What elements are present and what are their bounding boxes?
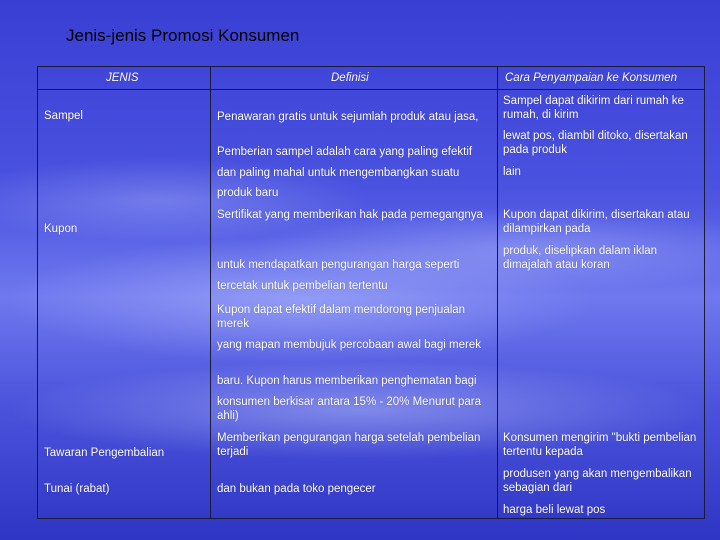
cara-sampel-2: lewat pos, diambil ditoko, disertakan pada produk [503,130,688,156]
definisi-kupon-3: tercetak untuk pembelian tertentu [217,280,388,292]
jenis-kupon: Kupon [44,223,78,235]
page-title: Jenis-jenis Promosi Konsumen [66,26,300,45]
definisi-kupon-4: Kupon dapat efektif dalam mendorong penjualan merek [217,304,466,330]
definisi-sampel-3: dan paling mahal untuk mengembangkan suatu [217,167,460,179]
header-definisi: Definisi [331,72,369,84]
cara-tawaran-1: Konsumen mengirim "bukti pembelian tertentu kepada [503,432,697,458]
column-divider [210,67,211,518]
definisi-kupon-6: baru. Kupon harus memberikan penghematan bagi [217,375,477,387]
jenis-tawaran-1: Tawaran Pengembalian [44,447,165,459]
definisi-kupon-2: untuk mendapatkan pengurangan harga seperti [217,259,460,271]
definisi-kupon-5: yang mapan membujuk percobaan awal bagi merek [217,339,482,351]
cara-kupon-2: produk, diselipkan dalam iklan dimajalah atau koran [503,245,658,271]
definisi-sampel-2: Pemberian sampel adalah cara yang paling efektif [217,146,473,158]
cara-tawaran-3: harga beli lewat pos [503,504,606,516]
column-divider [497,67,498,518]
definisi-kupon-1: Sertifikat yang memberikan hak pada pemegangnya [217,209,483,221]
header-jenis: JENIS [106,72,139,84]
header-divider [38,89,704,90]
cara-sampel-1: Sampel dapat dikirim dari rumah ke rumah, di kirim [503,95,684,121]
definisi-sampel-1: Penawaran gratis untuk sejumlah produk atau jasa, [217,111,479,123]
definisi-sampel-4: produk baru [217,187,279,199]
jenis-sampel: Sampel [44,110,83,122]
definisi-tawaran-2: dan bukan pada toko pengecer [217,483,376,495]
promotion-table [37,66,705,519]
definisi-kupon-7: konsumen berkisar antara 15% - 20% Menurut para ahli) [217,396,482,422]
cara-sampel-3: lain [503,166,521,178]
header-cara: Cara Penyampaian ke Konsumen [505,72,677,84]
cara-kupon-1: Kupon dapat dikirim, disertakan atau dilampirkan pada [503,209,690,235]
definisi-tawaran-1: Memberikan pengurangan harga setelah pembelian terjadi [217,432,481,458]
cara-tawaran-2: produsen yang akan mengembalikan sebagian dari [503,468,692,494]
jenis-tawaran-2: Tunai (rabat) [44,483,110,495]
